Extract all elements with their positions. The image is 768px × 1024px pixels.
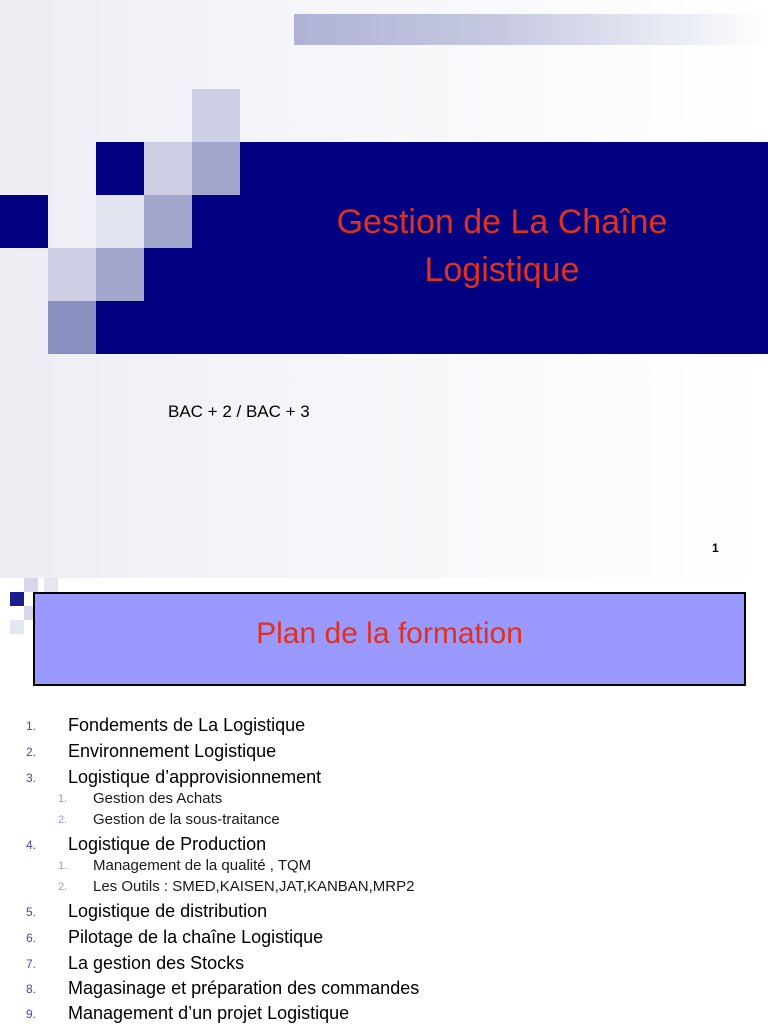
list-number: 3. [26,771,37,785]
deco-square [96,248,144,301]
list-number: 2. [58,881,68,893]
deco-square [48,301,96,354]
list-label: Management de la qualité , TQM [93,857,312,874]
plan-heading: Plan de la formation [256,617,523,650]
list-number: 2. [26,745,37,759]
deco-square [44,578,58,592]
list-number: 1. [58,793,68,805]
left-navy-block [0,195,48,248]
list-number: 7. [26,957,37,971]
slide-subtitle: BAC + 2 / BAC + 3 [168,402,310,421]
list-number: 2. [58,814,68,826]
list-number: 1. [58,860,68,872]
list-label: Gestion de la sous-traitance [93,811,280,828]
list-label: Les Outils : SMED,KAISEN,JAT,KANBAN,MRP2 [93,878,415,895]
list-label: La gestion des Stocks [68,953,245,973]
list-label: Gestion des Achats [93,790,223,807]
agenda-slide [0,578,768,1024]
deco-square [192,142,240,195]
deco-square [24,578,38,592]
list-number: 5. [26,905,37,919]
list-label: Logistique d’approvisionnement [68,767,322,787]
list-number: 4. [26,838,37,852]
list-label: Pilotage de la chaîne Logistique [68,927,324,947]
list-label: Magasinage et préparation des commandes [68,978,420,998]
deco-square [10,620,24,634]
top-gradient-bar [294,14,768,45]
deco-square [192,89,240,142]
list-label: Environnement Logistique [68,741,277,761]
title-line-2: Logistique [424,251,580,289]
deco-square [48,248,96,301]
deco-square [144,142,192,195]
list-number: 1. [26,719,37,733]
deco-square [96,195,144,248]
list-label: Logistique de Production [68,834,267,854]
page-number: 1 [712,541,719,555]
list-number: 8. [26,982,37,996]
list-number: 9. [26,1007,37,1021]
deco-square [144,195,192,248]
deco-square [10,592,24,606]
title-line-1: Gestion de La Chaîne [336,203,668,241]
list-label: Logistique de distribution [68,901,268,921]
list-label: Management d’un projet Logistique [68,1003,350,1023]
plan-heading-box [33,592,746,686]
list-label: Fondements de La Logistique [68,715,306,735]
list-number: 6. [26,931,37,945]
slide-title [236,198,768,294]
